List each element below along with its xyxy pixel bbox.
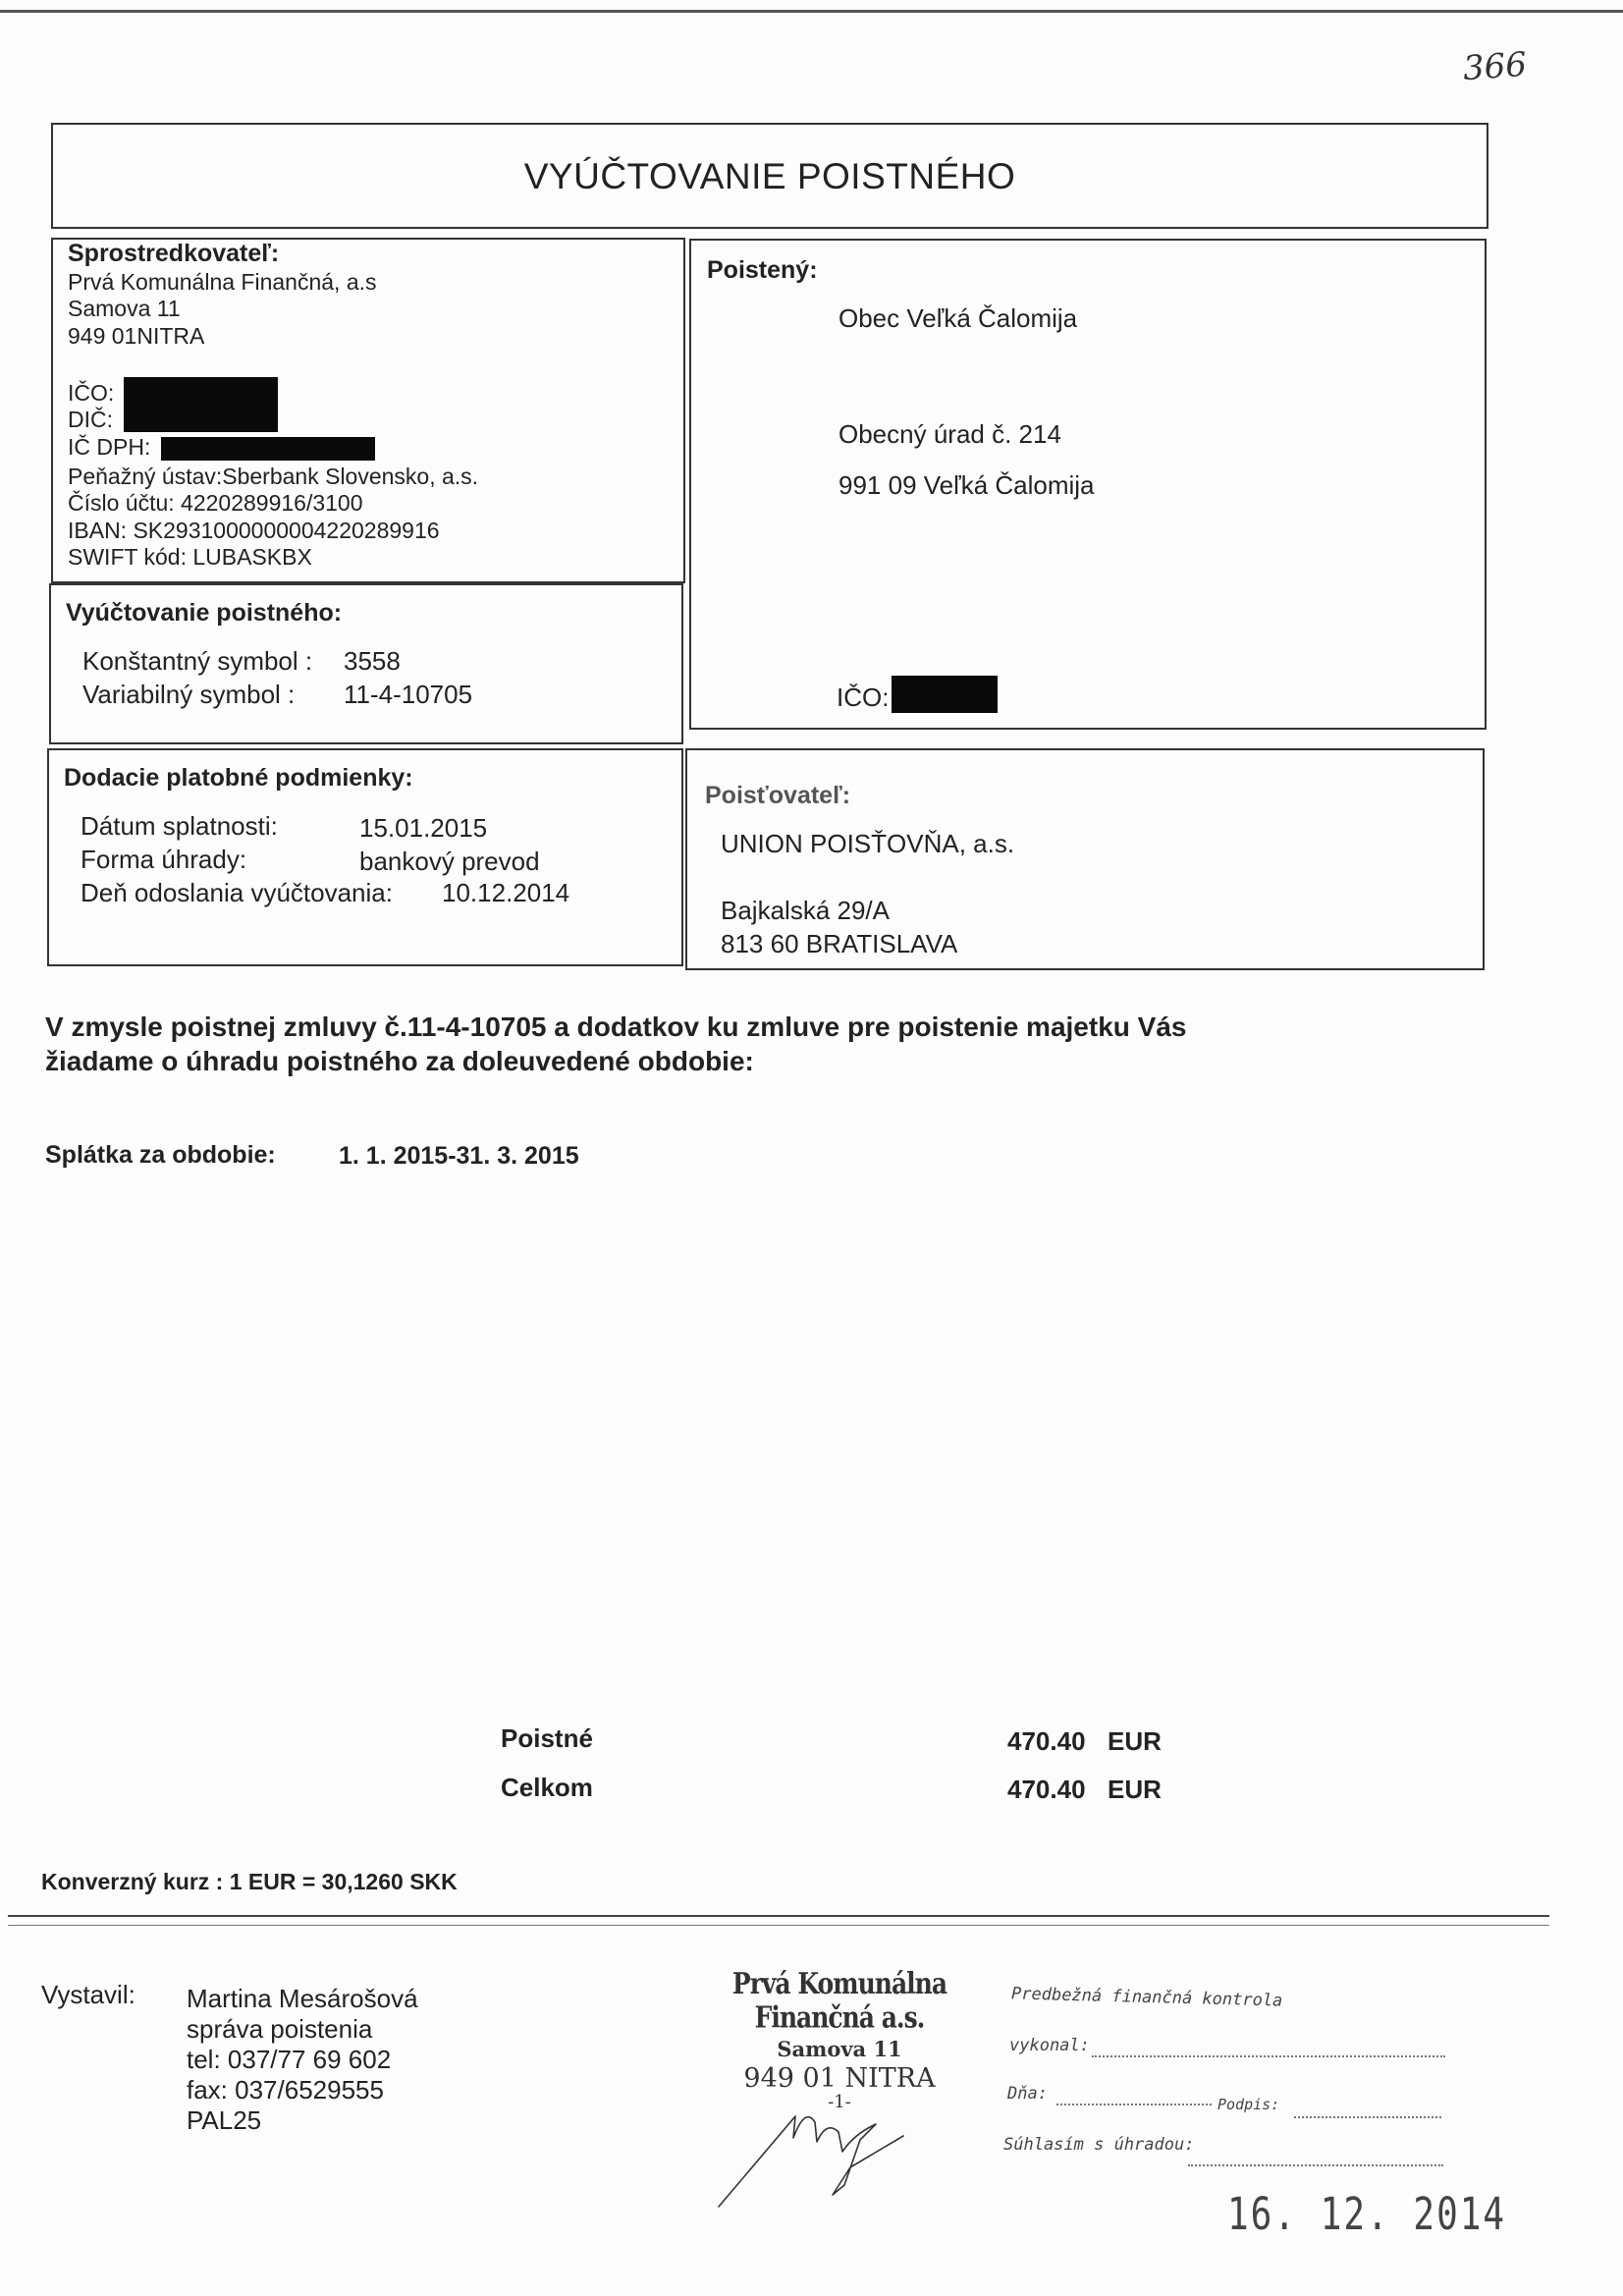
total-label: Celkom bbox=[501, 1773, 593, 1802]
insured-heading: Poistený: bbox=[707, 256, 818, 284]
issuer-label: Vystavil: bbox=[41, 1980, 135, 2009]
control-stamp-done-label: vykonal: bbox=[1009, 2036, 1090, 2055]
billing-box bbox=[49, 583, 683, 744]
intermediary-name: Prvá Komunálna Finančná, a.s bbox=[68, 269, 377, 295]
intermediary-heading: Sprostredkovateľ: bbox=[68, 240, 280, 267]
issuer-name: Martina Mesárošová bbox=[187, 1984, 418, 2013]
variable-symbol-value: 11-4-10705 bbox=[344, 680, 473, 709]
insured-office: Obecný úrad č. 214 bbox=[839, 419, 1061, 449]
control-stamp-agree-line bbox=[1188, 2164, 1443, 2166]
redaction-icdph bbox=[161, 437, 375, 461]
footer-separator-1 bbox=[8, 1915, 1549, 1917]
intermediary-bank: Peňažný ústav:Sberbank Slovensko, a.s. bbox=[68, 464, 479, 489]
insured-ico-label: IČO: bbox=[837, 683, 890, 712]
stamp-line-company: Prvá Komunálna Finančná a.s. bbox=[731, 1966, 947, 2035]
control-stamp-done-line bbox=[1092, 2055, 1445, 2057]
control-stamp-signature-line bbox=[1294, 2116, 1441, 2118]
due-date-value: 15.01.2015 bbox=[359, 813, 488, 843]
redaction-insured-ico bbox=[892, 676, 998, 713]
issuer-code: PAL25 bbox=[187, 2105, 262, 2135]
variable-symbol-label: Variabilný symbol : bbox=[82, 680, 296, 709]
issuer-fax: fax: 037/6529555 bbox=[187, 2075, 384, 2105]
premium-value: 470.40 bbox=[1007, 1726, 1086, 1756]
insured-box bbox=[689, 239, 1487, 730]
intermediary-icdph-label: IČ DPH: bbox=[68, 434, 151, 460]
request-text-line1: V zmysle poistnej zmluvy č.11-4-10705 a dodatkov ku zmluve pre poistenie majetku Vás bbox=[45, 1011, 1187, 1042]
payment-terms-box bbox=[47, 748, 683, 966]
insurer-street: Bajkalská 29/A bbox=[721, 896, 890, 925]
control-stamp-day-label: Dňa: bbox=[1007, 2084, 1048, 2104]
premium-label: Poistné bbox=[501, 1723, 593, 1753]
sent-date-value: 10.12.2014 bbox=[442, 878, 570, 907]
control-stamp-agree-label: Súhlasím s úhradou: bbox=[1003, 2135, 1195, 2155]
control-stamp-title: Predbežná finančná kontrola bbox=[1010, 1984, 1283, 2011]
insurer-name: UNION POISŤOVŇA, a.s. bbox=[721, 829, 1015, 858]
constant-symbol-value: 3558 bbox=[344, 646, 401, 676]
issuer-tel: tel: 037/77 69 602 bbox=[187, 2045, 392, 2074]
insurer-city: 813 60 BRATISLAVA bbox=[721, 929, 958, 958]
signature-graphic bbox=[707, 2077, 1001, 2214]
payment-form-value: bankový prevod bbox=[359, 847, 540, 876]
issuer-department: správa poistenia bbox=[187, 2014, 373, 2044]
intermediary-box bbox=[51, 238, 685, 583]
stamp-line-city: 949 01 NITRA bbox=[743, 2063, 936, 2094]
insurer-box bbox=[685, 748, 1485, 970]
intermediary-dic-label: DIČ: bbox=[68, 407, 113, 432]
insured-city: 991 09 Veľká Čalomija bbox=[839, 470, 1095, 500]
sent-date-label: Deň odoslania vyúčtovania: bbox=[81, 878, 393, 907]
installment-period: 1. 1. 2015-31. 3. 2015 bbox=[339, 1142, 579, 1170]
intermediary-iban: IBAN: SK2931000000004220289916 bbox=[68, 518, 440, 543]
stamp-line-street: Samova 11 bbox=[777, 2037, 902, 2061]
premium-currency: EUR bbox=[1108, 1726, 1162, 1756]
total-value: 470.40 bbox=[1007, 1775, 1086, 1804]
payment-terms-heading: Dodacie platobné podmienky: bbox=[64, 764, 413, 792]
conversion-rate: Konverzný kurz : 1 EUR = 30,1260 SKK bbox=[41, 1869, 458, 1894]
billing-heading: Vyúčtovanie poistného: bbox=[66, 599, 343, 627]
control-stamp-signature-label: Podpis: bbox=[1217, 2096, 1280, 2113]
stamp-line-number: -1- bbox=[828, 2092, 851, 2112]
total-currency: EUR bbox=[1108, 1775, 1162, 1804]
insured-name: Obec Veľká Čalomija bbox=[839, 303, 1078, 333]
due-date-label: Dátum splatnosti: bbox=[81, 811, 278, 841]
payment-form-label: Forma úhrady: bbox=[81, 845, 247, 874]
installment-label: Splátka za obdobie: bbox=[45, 1141, 276, 1169]
insurer-heading: Poisťovateľ: bbox=[705, 782, 851, 809]
intermediary-account: Číslo účtu: 4220289916/3100 bbox=[68, 490, 363, 516]
control-stamp-day-line bbox=[1056, 2104, 1212, 2105]
redaction-ico-dic bbox=[124, 377, 278, 432]
top-edge-line bbox=[0, 10, 1623, 13]
handwritten-page-number: 366 bbox=[1461, 44, 1529, 89]
intermediary-ico-label: IČO: bbox=[68, 380, 115, 406]
control-stamp-date: 16. 12. 2014 bbox=[1227, 2189, 1507, 2241]
intermediary-city: 949 01NITRA bbox=[68, 323, 205, 349]
intermediary-street: Samova 11 bbox=[68, 296, 181, 321]
title-box bbox=[51, 123, 1488, 229]
constant-symbol-label: Konštantný symbol : bbox=[82, 646, 313, 676]
document-title: VYÚČTOVANIE POISTNÉHO bbox=[523, 156, 1016, 196]
intermediary-swift: SWIFT kód: LUBASKBX bbox=[68, 544, 312, 570]
request-text-line2: žiadame o úhradu poistného za doleuvedené obdobie: bbox=[45, 1046, 754, 1076]
footer-separator-2 bbox=[8, 1925, 1549, 1926]
